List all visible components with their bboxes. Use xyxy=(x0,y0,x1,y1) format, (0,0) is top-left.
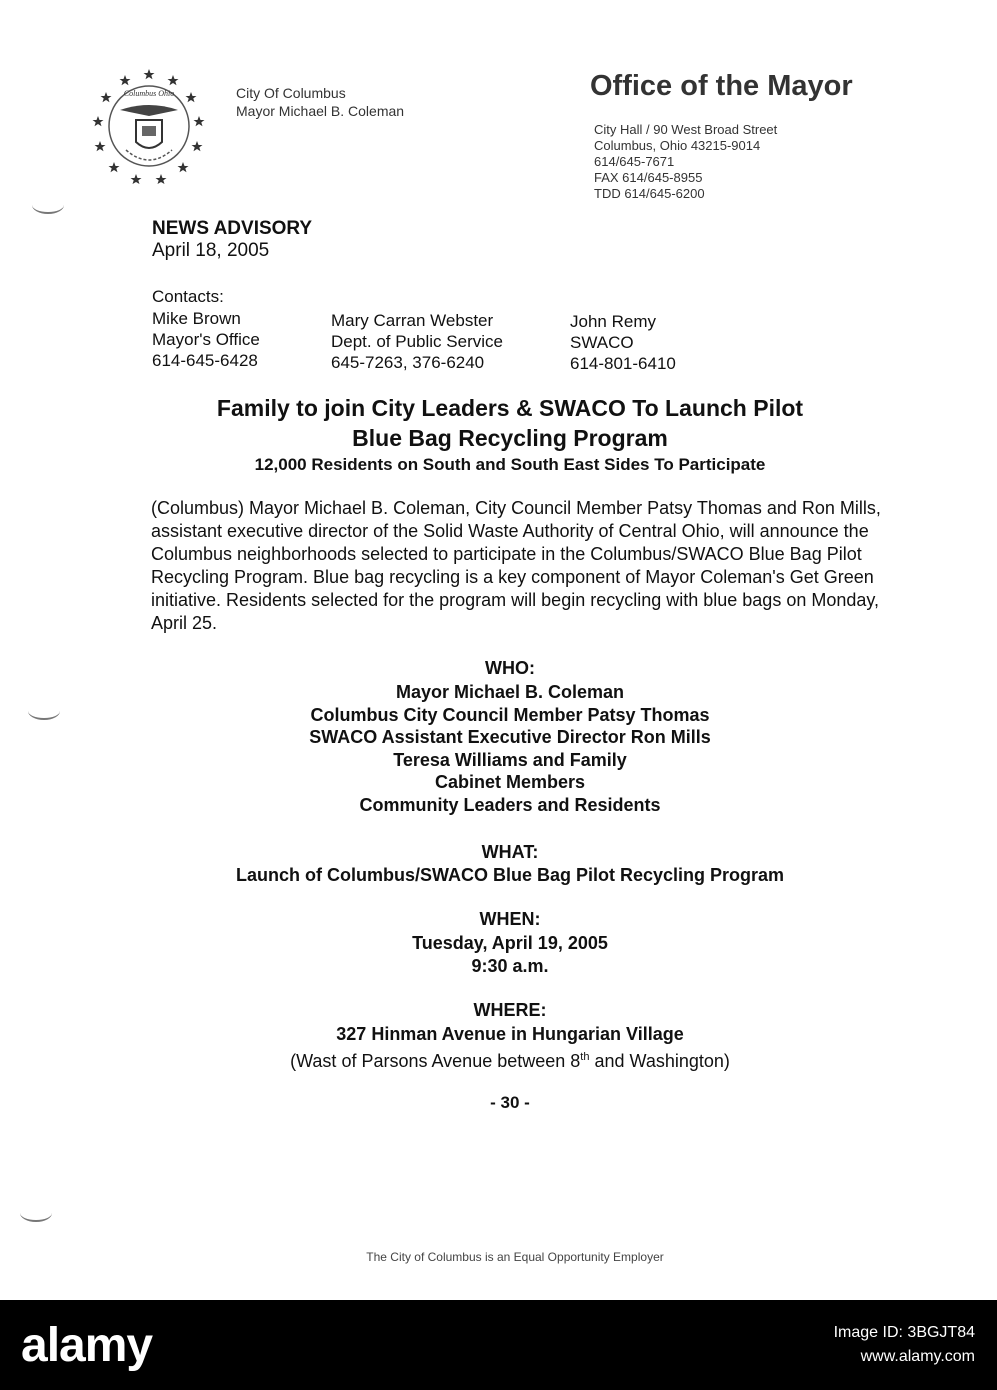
what-text: Launch of Columbus/SWACO Blue Bag Pilot Recycling Program xyxy=(235,865,785,885)
headline-line: Blue Bag Recycling Program xyxy=(352,425,668,451)
contact-phone: 614-645-6428 xyxy=(152,351,258,370)
who-item: SWACO Assistant Executive Director Ron Mills xyxy=(309,727,711,747)
who-item: Columbus City Council Member Patsy Thomas xyxy=(310,704,710,725)
advisory-heading: NEWS ADVISORY xyxy=(152,218,313,239)
who-item: Cabinet Members xyxy=(434,772,586,792)
tdd-line: TDD 614/645-6200 xyxy=(594,186,705,201)
watermark-brand: alamy xyxy=(21,1319,153,1372)
fax-line: FAX 614/645-8955 xyxy=(594,170,703,185)
office-title: Office of the Mayor xyxy=(590,70,853,102)
directions-superscript: th xyxy=(580,1051,590,1063)
address-line: City Hall / 90 West Broad Street xyxy=(594,122,778,137)
watermark-site: www.alamy.com xyxy=(860,1348,975,1365)
contact-org: Dept. of Public Service xyxy=(331,332,503,351)
when-date: Tuesday, April 19, 2005 xyxy=(412,933,608,953)
directions-text: (Wast of Parsons Avenue between 8 xyxy=(290,1051,581,1071)
who-item: Community Leaders and Residents xyxy=(359,794,661,815)
contact-name: Mary Carran Webster xyxy=(331,311,494,330)
who-item: Teresa Williams and Family xyxy=(393,749,627,770)
contact-card xyxy=(331,310,503,373)
end-mark: - 30 - xyxy=(490,1093,530,1112)
city-header xyxy=(236,84,404,120)
footer-text: The City of Columbus is an Equal Opportunity Employer xyxy=(366,1250,664,1264)
when-label: WHEN: xyxy=(479,909,541,929)
contact-card xyxy=(152,308,260,371)
contacts-label: Contacts: xyxy=(152,287,224,306)
where-label: WHERE: xyxy=(473,1000,547,1020)
body-paragraph: (Columbus) Mayor Michael B. Coleman, City Council Member Patsy Thomas and Ron Mills, assistant executive director of the Solid Waste Authority of Central Ohio, will announce the Columbus neighborhoods selected to participate in the Columbus/SWACO Blue Bag Pilot Recycling Program. Blue bag recycling is a key component of Mayor Coleman's Get Green initiative. Residents selected for the program will begin recycling with blue bags on Monday, April 25. xyxy=(151,498,881,633)
phone-line: 614/645-7671 xyxy=(594,154,675,169)
headline xyxy=(100,393,920,453)
city-seal-icon xyxy=(90,66,208,184)
where-directions xyxy=(100,1046,920,1072)
contact-org: Mayor's Office xyxy=(152,330,260,349)
who-list xyxy=(100,681,920,816)
mayor-name: Mayor Michael B. Coleman xyxy=(236,103,405,119)
contact-name: Mike Brown xyxy=(152,309,241,328)
subheadline: 12,000 Residents on South and South East Sides To Participate xyxy=(254,455,766,474)
city-name: City Of Columbus xyxy=(236,85,346,101)
where-address: 327 Hinman Avenue in Hungarian Village xyxy=(336,1024,684,1044)
office-address xyxy=(594,122,777,202)
when-time: 9:30 a.m. xyxy=(471,956,549,976)
who-label: WHO: xyxy=(485,658,535,678)
watermark-image-id: Image ID: 3BGJT84 xyxy=(833,1324,975,1341)
advisory-block xyxy=(152,218,312,262)
contact-name: John Remy xyxy=(570,312,656,331)
directions-text: and Washington) xyxy=(589,1051,730,1071)
punch-hole-mark xyxy=(20,1204,52,1222)
who-item: Mayor Michael B. Coleman xyxy=(395,682,625,702)
headline-line: Family to join City Leaders & SWACO To Launch Pilot xyxy=(216,395,804,421)
contact-card xyxy=(570,311,676,374)
advisory-date: April 18, 2005 xyxy=(152,240,270,261)
punch-hole-mark xyxy=(28,702,60,720)
contact-phone: 614-801-6410 xyxy=(570,354,676,373)
contact-phone: 645-7263, 376-6240 xyxy=(331,353,485,372)
punch-hole-mark xyxy=(32,196,64,214)
seal-text: Columbus Ohio xyxy=(123,89,175,98)
what-label: WHAT: xyxy=(481,842,539,862)
contact-org: SWACO xyxy=(570,333,634,352)
address-line: Columbus, Ohio 43215-9014 xyxy=(594,138,761,153)
